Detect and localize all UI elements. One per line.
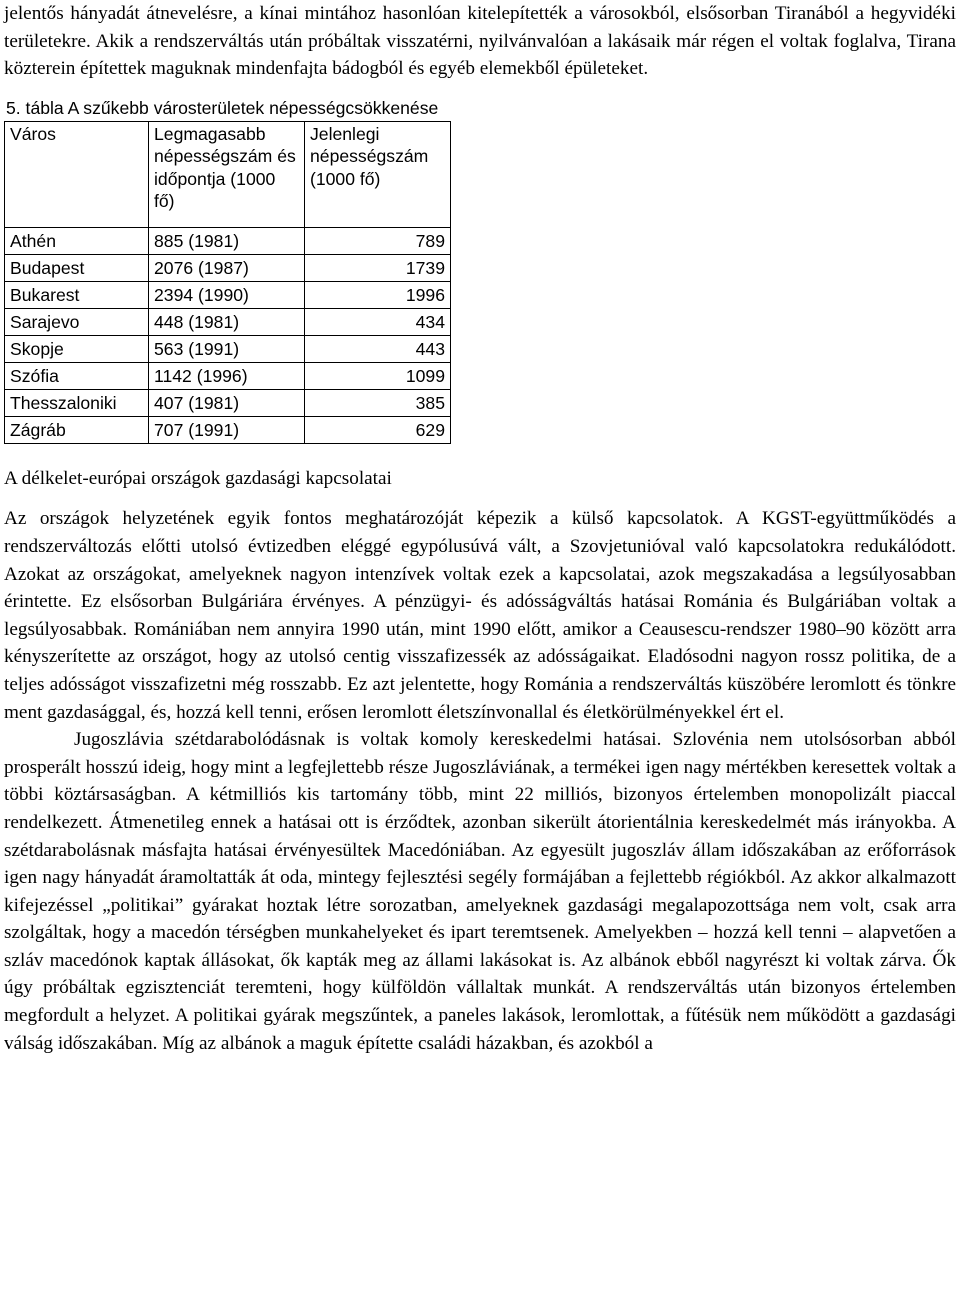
cell-peak: 563 (1991) — [149, 335, 305, 362]
table-row — [5, 416, 451, 443]
intro-paragraph: jelentős hányadát átnevelésre, a kínai mintához hasonlóan kitelepítették a városokból, elsősorban Tiranából a hegyvidéki területekre. Akik a rendszerváltás után próbáltak visszatérni, nyilvánvalóan a lakásaik már régen el voltak foglalva, Tirana közterein építettek maguknak mindenfajta bádogból és egyéb elemekből épületeket. — [4, 3, 956, 80]
table-row — [5, 308, 451, 335]
section-title: A délkelet-európai országok gazdasági kapcsolatai — [4, 467, 392, 489]
cell-city: Skopje — [5, 335, 149, 362]
cell-current: 434 — [305, 308, 451, 335]
cell-city: Szófia — [5, 362, 149, 389]
table-row — [5, 281, 451, 308]
cell-city: Thesszaloniki — [5, 389, 149, 416]
table-body — [5, 227, 451, 443]
cell-city: Athén — [5, 227, 149, 254]
table-row — [5, 335, 451, 362]
cell-peak: 1142 (1996) — [149, 362, 305, 389]
cell-current: 789 — [305, 227, 451, 254]
cell-city: Zágráb — [5, 416, 149, 443]
population-table-block — [4, 97, 450, 444]
table-row — [5, 389, 451, 416]
body-paragraph-1: Az országok helyzetének egyik fontos meghatározóját képezik a külső kapcsolatok. A KGST-együttműködés a rendszerváltozás előtti utolsó évtizedben eléggé egypólusúvá vált, a Szovjetunióval való kapcsolatokra redukálódott. Azokat az országokat, amelyeknek nagyon intenzívek voltak ezek a kapcsolatai, azok megszakadása a legsúlyosabban érintette. Ez elsősorban Bulgáriára érvényes. A pénzügyi- és adósságváltás hatásai Románia és Bulgáriában voltak a legsúlyosabbak. Romániában nem annyira 1990 után, mint 1990 előtt, amikor a Ceausescu-rendszer 1980–90 között arra kényszerítette az országot, hogy az utolsó centig visszafizessék az adósságaikat. Eladósodni nagyon rossz politika, de a teljes adósságot visszafizetni még rosszabb. Ez azt jelentette, hogy Románia a rendszerváltás küszöbére leromlott és tönkre ment gazdasággal, és, hozzá kell tenni, erősen leromlott életszínvonallal és életkörülményekkel ért el. — [4, 508, 956, 723]
body-paragraph-2: Jugoszlávia szétdarabolódásnak is voltak komoly kereskedelmi hatásai. Szlovénia nem utolsósorban abból prosperált hosszú ideig, hogy mint a legfejlettebb része Jugoszláviának, a termékei igen nagy mértékben keresettek voltak a többi köztársaságban. A kétmilliós kis tartomány több, mint 22 milliós, bizonyos értelemben monopolizált piaccal rendelkezett. Átmenetileg ennek a hatásai ott is érződtek, azonban sikerült átorientálnia kereskedelmét más irányokba. A szétdarabolásnak másfajta hatásai érvényesültek Macedóniában. Az egyesült jugoszláv állam időszakában az erőforrások igen nagy hányadát áramoltatták át oda, mintegy fejlesztési segély formájában a fejlettebb régiókból. Az akkor alkalmazott kifejezéssel „politikai” gyárakat hoztak létre sorozatban, amelyeknek gazdasági megalapozottsága nem volt, csak arra szolgáltak, hogy a macedón térségben munkahelyeket és ipart teremtsenek. Amelyekben – hozzá kell tenni – alapvetően a szláv macedónok kaptak állásokat, ők kapták meg az állami lakásokat is. Az albánok ebből nagyrészt ki voltak zárva. Ők úgy próbáltak egzisztenciát teremteni, hogy külföldön vállaltak munkát. A rendszerváltás után bizonyos értelemben megfordult a helyzet. A politikai gyárak megszűntek, a paneles lakások, leromlottak, a fűtésük nem működött a gazdasági válság időszakában. Míg az albánok a maguk építette családi házakban, és azokból a — [4, 729, 956, 1054]
document-page — [4, 0, 956, 1057]
cell-current: 385 — [305, 389, 451, 416]
cell-city: Bukarest — [5, 281, 149, 308]
cell-current: 1996 — [305, 281, 451, 308]
cell-current: 443 — [305, 335, 451, 362]
cell-city: Sarajevo — [5, 308, 149, 335]
cell-current: 1739 — [305, 254, 451, 281]
cell-current: 1099 — [305, 362, 451, 389]
cell-current: 629 — [305, 416, 451, 443]
cell-peak: 448 (1981) — [149, 308, 305, 335]
table-header-row — [5, 121, 451, 227]
cell-peak: 2394 (1990) — [149, 281, 305, 308]
cell-peak: 885 (1981) — [149, 227, 305, 254]
cell-peak: 2076 (1987) — [149, 254, 305, 281]
cell-peak: 407 (1981) — [149, 389, 305, 416]
cell-city: Budapest — [5, 254, 149, 281]
population-table — [4, 121, 451, 444]
table-row — [5, 227, 451, 254]
header-current-population: Jelenlegi népességszám (1000 fő) — [305, 121, 451, 227]
table-row — [5, 254, 451, 281]
header-city: Város — [5, 121, 149, 227]
table-caption: 5. tábla A szűkebb városterületek népességcsökkenése — [6, 97, 439, 118]
header-peak-population: Legmagasabb népességszám és időpontja (1000 fő) — [149, 121, 305, 227]
cell-peak: 707 (1991) — [149, 416, 305, 443]
table-row — [5, 362, 451, 389]
